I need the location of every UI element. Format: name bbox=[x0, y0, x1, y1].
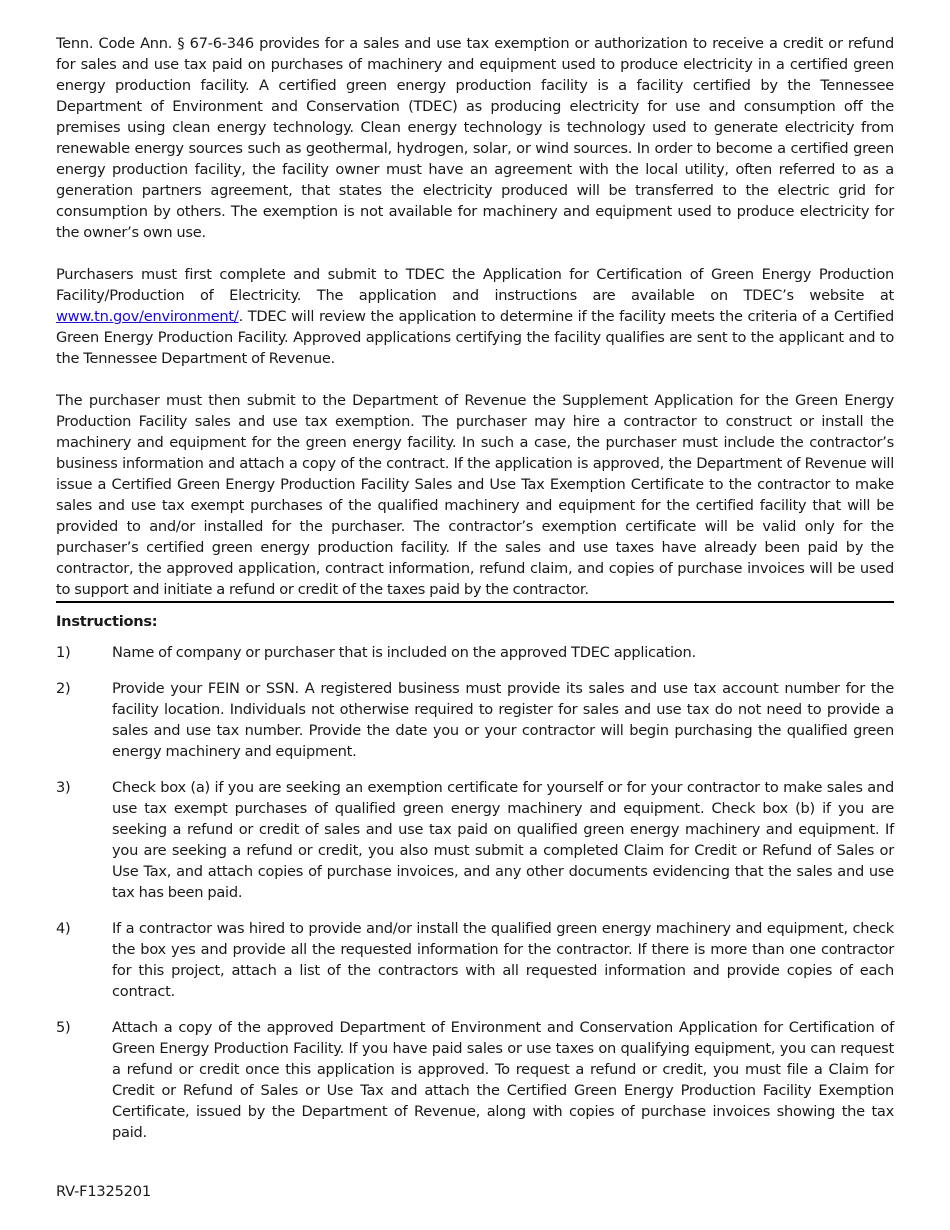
tdec-text-before-link: Purchasers must first complete and submit to TDEC the Application for Certification of Green Energy Production Facility/Production of Electricity. The application and instructions are available on TDEC’s website at bbox=[56, 266, 894, 304]
instruction-text: Attach a copy of the approved Department of Environment and Conservation Application for Certification of Green Energy Production Facility. If you have paid sales or use taxes on qualifying equipment, you can request a refund or credit once this application is approved. To request a refund or credit, you must file a Claim for Credit or Refund of Sales or Use Tax and attach the Certified Green Energy Production Facility Exemption Certificate, issued by the Department of Revenue, along with copies of purchase invoices showing the tax paid. bbox=[112, 1019, 894, 1141]
document-page bbox=[56, 33, 894, 1158]
instruction-number: 2) bbox=[56, 680, 71, 697]
intro-paragraph-supplement: The purchaser must then submit to the Department of Revenue the Supplement Application for the Green Energy Production Facility sales and use tax exemption. The purchaser may hire a contractor to construct or install the machinery and equipment for the green energy facility. In such a case, the purchaser must include the contractor’s business information and attach a copy of the contract. If the application is approved, the Department of Revenue will issue a Certified Green Energy Production Facility Sales and Use Tax Exemption Certificate to the contractor to make sales and use tax exempt purchases of the qualified machinery and equipment for the certified facility that will be provided to and/or installed for the purchaser. The contractor’s exemption certificate will be valid only for the purchaser’s certified green energy production facility. If the sales and use taxes have already been paid by the contractor, the approved application, contract information, refund claim, and copies of purchase invoices will be used to support and initiate a refund or credit of the taxes paid by the contractor. bbox=[56, 392, 894, 598]
instruction-item-3 bbox=[56, 777, 894, 903]
instruction-item-2 bbox=[56, 678, 894, 762]
section-divider bbox=[56, 601, 894, 603]
instruction-item-4 bbox=[56, 918, 894, 1002]
intro-paragraph-tdec bbox=[56, 264, 894, 369]
instruction-item-5 bbox=[56, 1017, 894, 1143]
instruction-number: 4) bbox=[56, 920, 71, 937]
instruction-number: 5) bbox=[56, 1019, 71, 1036]
instruction-number: 3) bbox=[56, 779, 71, 796]
instructions-heading: Instructions: bbox=[56, 613, 158, 630]
instruction-number: 1) bbox=[56, 644, 71, 661]
tdec-text-after-link: . TDEC will review the application to determine if the facility meets the criteria of a Certified Green Energy Production Facility. Approved applications certifying the facility qualifies are sent to the applicant and to the Tennessee Department of Revenue. bbox=[56, 308, 894, 367]
instruction-text: Check box (a) if you are seeking an exemption certificate for yourself or for your contractor to make sales and use tax exempt purchases of qualified green energy machinery and equipment. Check box (b) if you are seeking a refund or credit of sales and use tax paid on qualified green energy machinery and equipment. If you are seeking a refund or credit, you also must submit a completed Claim for Credit or Refund of Sales or Use Tax, and attach copies of purchase invoices, and any other documents evidencing that the sales and use tax has been paid. bbox=[112, 779, 894, 901]
form-id-footer: RV-F1325201 bbox=[56, 1183, 151, 1200]
tdec-website-link[interactable]: www.tn.gov/environment/ bbox=[56, 308, 239, 325]
intro-paragraph-statute: Tenn. Code Ann. § 67-6-346 provides for a sales and use tax exemption or authorization to receive a credit or refund for sales and use tax paid on purchases of machinery and equipment used to produce electricity in a certified green energy production facility. A certified green energy production facility is a facility certified by the Tennessee Department of Environment and Conservation (TDEC) as producing electricity for use and consumption off the premises using clean energy technology. Clean energy technology is technology used to generate electricity from renewable energy sources such as geothermal, hydrogen, solar, or wind sources. In order to become a certified green energy production facility, the facility owner must have an agreement with the local utility, often referred to as a generation partners agreement, that states the electricity produced will be transferred to the electric grid for consumption by others. The exemption is not available for machinery and equipment used to produce electricity for the owner’s own use. bbox=[56, 35, 894, 241]
instruction-text: If a contractor was hired to provide and/or install the qualified green energy machinery and equipment, check the box yes and provide all the requested information for the contractor. If there is more than one contractor for this project, attach a list of the contractors with all requested information and provide copies of each contract. bbox=[112, 920, 894, 1000]
instruction-item-1 bbox=[56, 642, 894, 663]
instruction-text: Name of company or purchaser that is included on the approved TDEC application. bbox=[112, 644, 696, 661]
instruction-text: Provide your FEIN or SSN. A registered business must provide its sales and use tax account number for the facility location. Individuals not otherwise required to register for sales and use tax do not need to provide a sales and use tax number. Provide the date you or your contractor will begin purchasing the qualified green energy machinery and equipment. bbox=[112, 680, 894, 760]
